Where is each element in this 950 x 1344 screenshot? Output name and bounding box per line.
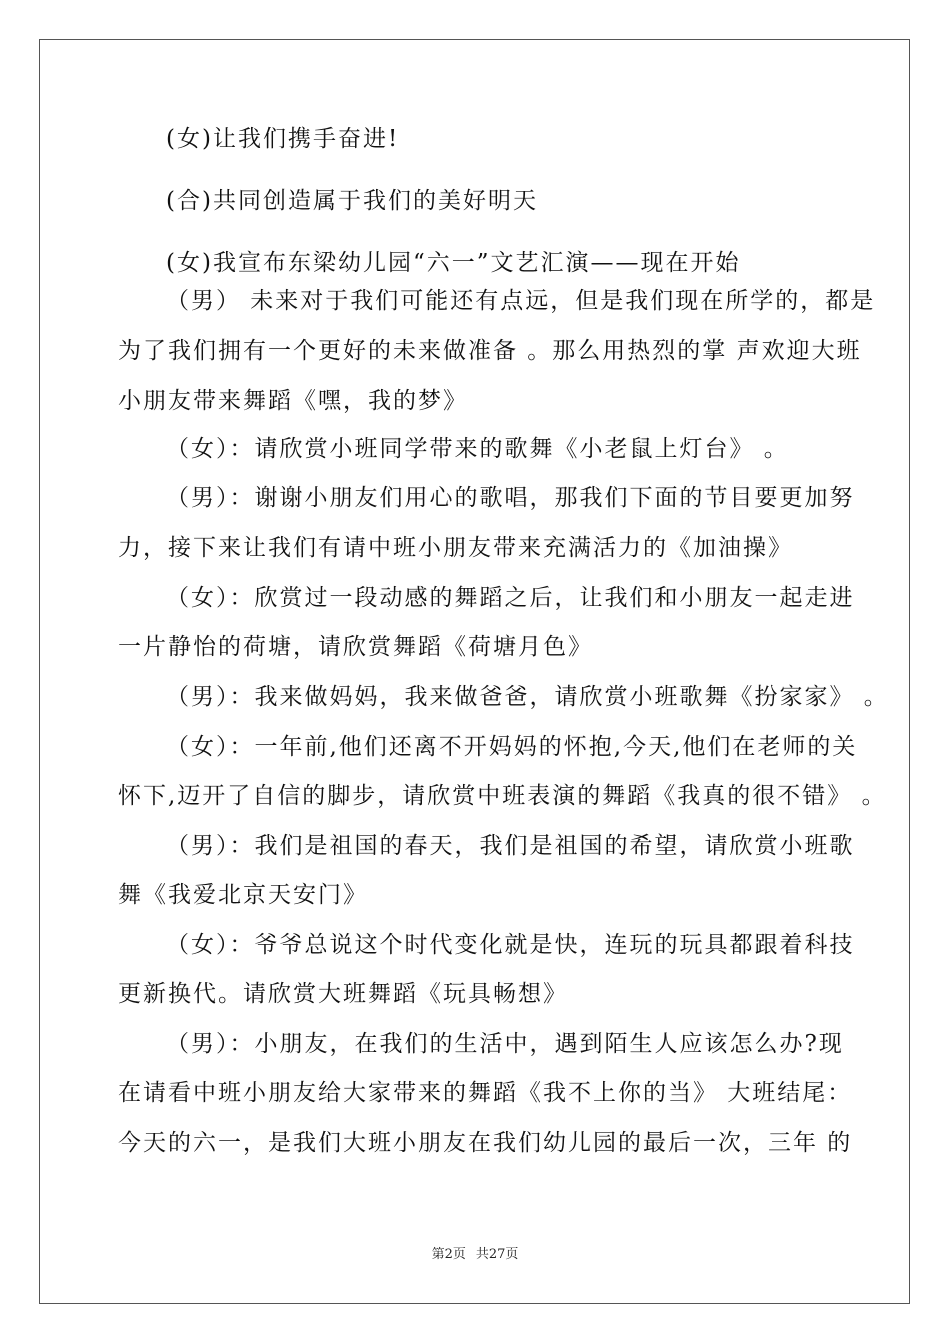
page-total: 共27页 xyxy=(475,1247,519,1262)
page-footer xyxy=(0,1246,950,1264)
paragraph-line: 为了我们拥有一个更好的未来做准备 。那么用热烈的掌 声欢迎大班 xyxy=(118,338,862,364)
paragraph-line: (合)共同创造属于我们的美好明天 xyxy=(166,188,538,214)
paragraph-line: 小朋友带来舞蹈《嘿，我的梦》 xyxy=(118,388,468,414)
paragraph-line: （男）：我们是祖国的春天，我们是祖国的希望，请欣赏小班歌 xyxy=(166,833,855,859)
paragraph-line: 一片静怡的荷塘，请欣赏舞蹈《荷塘月色》 xyxy=(118,634,593,660)
paragraph-line: 在请看中班小朋友给大家带来的舞蹈《我不上你的当》 大班结尾： xyxy=(118,1080,853,1106)
paragraph-line: 舞《我爱北京天安门》 xyxy=(118,882,368,908)
paragraph-line: （女）：欣赏过一段动感的舞蹈之后，让我们和小朋友一起走进 xyxy=(166,585,855,611)
paragraph-line: （男） 未来对于我们可能还有点远，但是我们现在所学的，都是 xyxy=(166,288,876,314)
paragraph-line: （女）：一年前,他们还离不开妈妈的怀抱,今天,他们在老师的关 xyxy=(166,734,858,760)
paragraph-line: 力，接下来让我们有请中班小朋友带来充满活力的《加油操》 xyxy=(118,535,793,561)
paragraph-line: （男）：小朋友，在我们的生活中，遇到陌生人应该怎么办?现 xyxy=(166,1031,844,1057)
paragraph-line: 怀下,迈开了自信的脚步，请欣赏中班表演的舞蹈《我真的很不错》 。 xyxy=(118,783,887,809)
paragraph-line: （女）：爷爷总说这个时代变化就是快，连玩的玩具都跟着科技 xyxy=(166,932,855,958)
page-number: 第2页 xyxy=(431,1247,466,1262)
paragraph-line: (女)让我们携手奋进! xyxy=(166,126,400,152)
paragraph-line: （男）：谢谢小朋友们用心的歌唱，那我们下面的节目要更加努 xyxy=(166,485,855,511)
paragraph-line: (女)我宣布东梁幼儿园“六一”文艺汇演——现在开始 xyxy=(166,250,741,276)
paragraph-line: （女）：请欣赏小班同学带来的歌舞《小老鼠上灯台》 。 xyxy=(166,436,789,462)
paragraph-line: 今天的六一，是我们大班小朋友在我们幼儿园的最后一次，三年 的 xyxy=(118,1130,853,1156)
paragraph-line: （男）：我来做妈妈，我来做爸爸，请欣赏小班歌舞《扮家家》 。 xyxy=(166,684,889,710)
paragraph-line: 更新换代。请欣赏大班舞蹈《玩具畅想》 xyxy=(118,981,568,1007)
page-border xyxy=(39,39,910,1304)
